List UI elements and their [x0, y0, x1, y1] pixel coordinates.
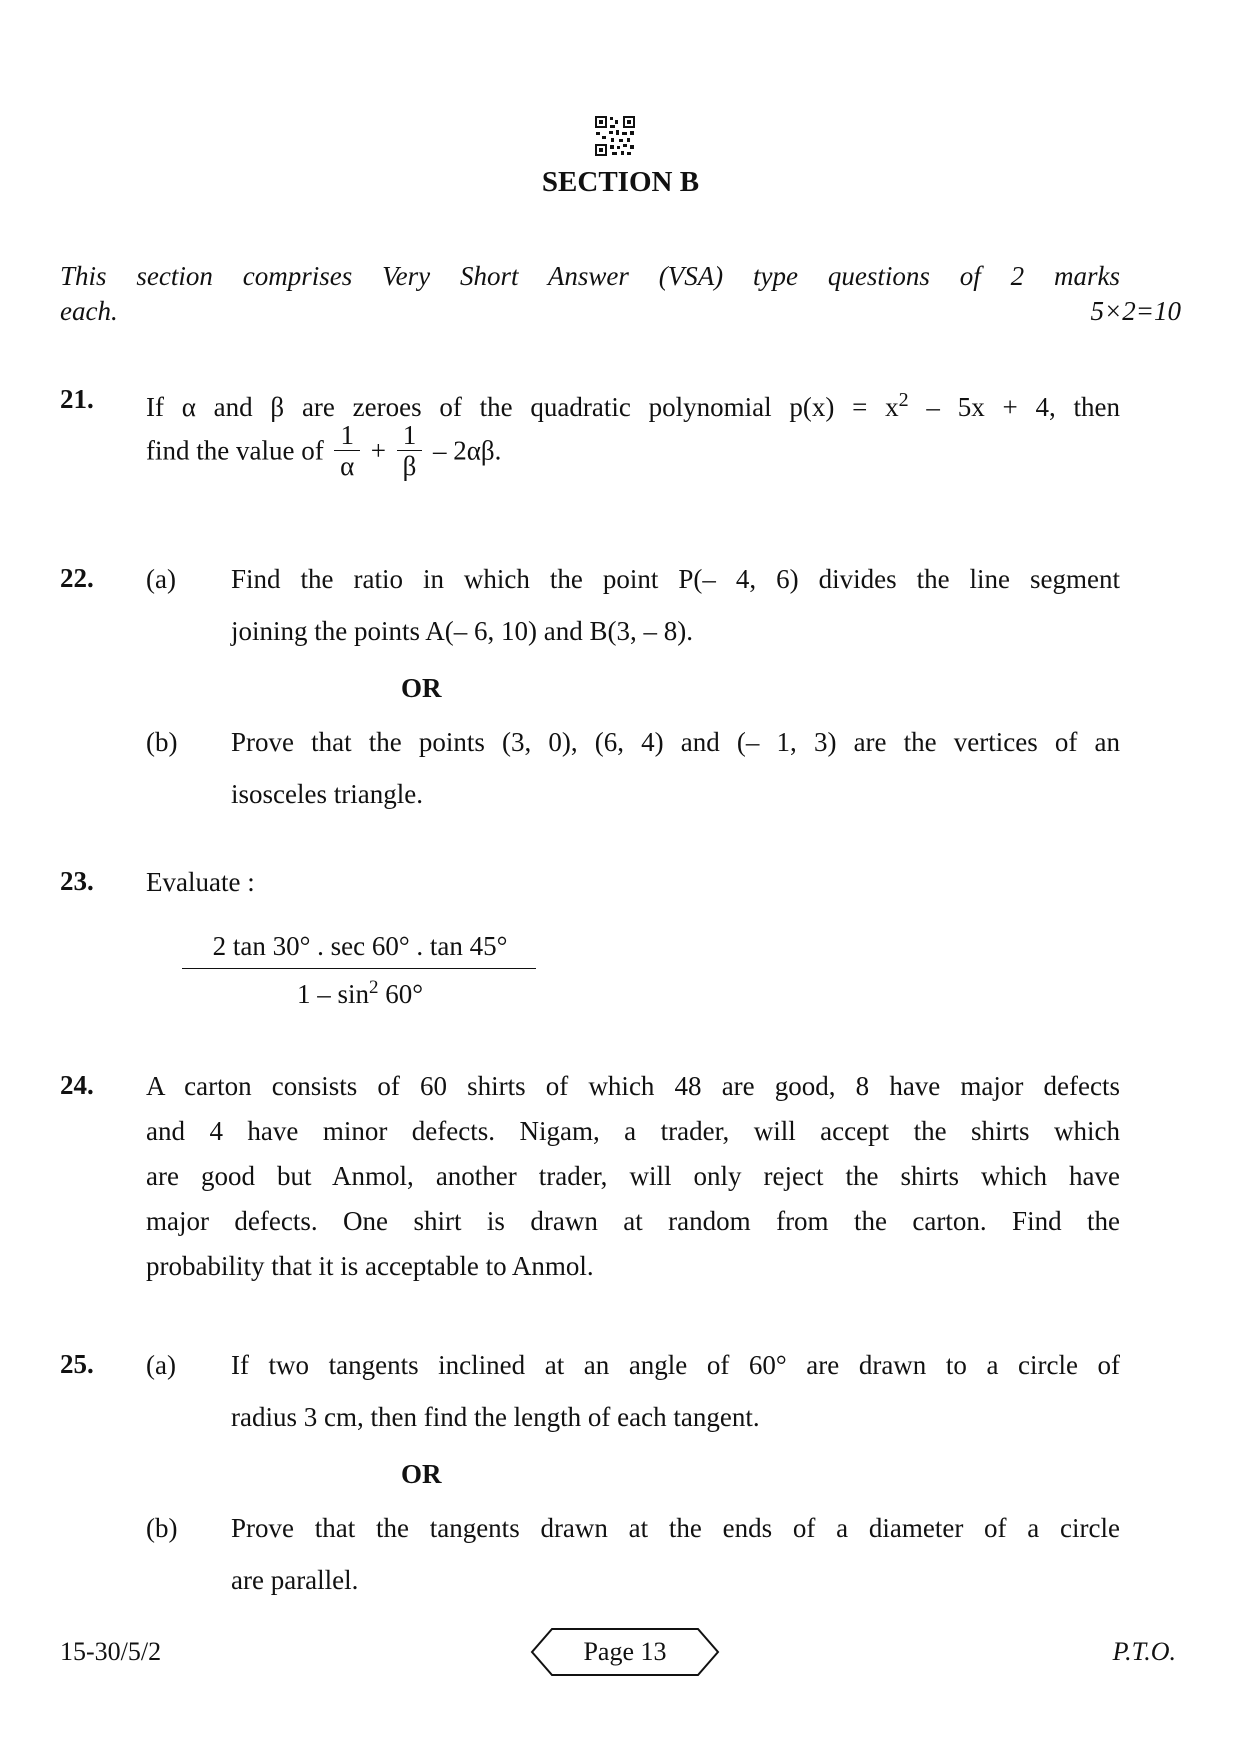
q23-numerator: 2 tan 30° . sec 60° . tan 45°	[212, 931, 508, 961]
q25-part-a-line1: If two tangents inclined at an angle of 60° are drawn to a circle of	[231, 1350, 1120, 1380]
q25-or: OR	[401, 1459, 442, 1489]
q22-part-a-line2: joining the points A(– 6, 10) and B(3, – 8).	[231, 616, 693, 646]
q24-line: are good but Anmol, another trader, will only reject the shirts which have	[146, 1161, 1120, 1191]
fraction-numerator: 1	[334, 420, 360, 451]
q24-line: probability that it is acceptable to Anmol.	[146, 1251, 594, 1281]
question-number-25: 25.	[60, 1349, 94, 1379]
footer-page-number: Page 13	[583, 1637, 667, 1666]
section-marks: 5×2=10	[1090, 296, 1181, 326]
q22-part-a-line1: Find the ratio in which the point P(– 4, 6) divides the line segment	[231, 564, 1120, 594]
q25-part-a-line2: radius 3 cm, then find the length of each tangent.	[231, 1402, 760, 1432]
q22-or: OR	[401, 673, 442, 703]
section-title: SECTION B	[541, 166, 700, 198]
fraction-one-over-beta	[397, 420, 423, 481]
q22-part-b-line1: Prove that the points (3, 0), (6, 4) and (– 1, 3) are the vertices of an	[231, 727, 1120, 757]
q22-part-b-line2: isosceles triangle.	[231, 779, 423, 809]
q21-find-text: find the value of	[146, 435, 324, 466]
question-21-line2	[146, 420, 501, 481]
q21-text-pre: If α and β are zeroes of the quadratic polynomial p(x) = x	[146, 392, 899, 422]
question-number-21: 21.	[60, 384, 94, 414]
q25-part-b-line2: are parallel.	[231, 1565, 359, 1595]
q23-den-post: 60°	[378, 979, 424, 1009]
q23-fraction-bar	[182, 968, 536, 969]
q25-part-b-line1: Prove that the tangents drawn at the ends of a diameter of a circle	[231, 1513, 1120, 1543]
q25-part-a-label: (a)	[146, 1350, 176, 1380]
q23-den-exponent: 2	[368, 977, 379, 998]
fraction-denominator: α	[340, 451, 355, 481]
q21-text-post: – 5x + 4, then	[908, 392, 1120, 422]
q23-text: Evaluate :	[146, 867, 255, 897]
q24-line: A carton consists of 60 shirts of which 48 are good, 8 have major defects	[146, 1071, 1120, 1101]
section-intro: This section comprises Very Short Answer (VSA) type questions of 2 marks	[60, 261, 1120, 291]
question-number-22: 22.	[60, 563, 94, 593]
q22-part-b-label: (b)	[146, 727, 178, 757]
footer-paper-code: 15-30/5/2	[60, 1637, 162, 1666]
qr-code	[594, 115, 636, 157]
fraction-one-over-alpha	[334, 420, 360, 481]
question-number-23: 23.	[60, 866, 94, 896]
q21-exponent: 2	[898, 389, 909, 411]
question-number-24: 24.	[60, 1070, 94, 1100]
q21-tail-text: – 2αβ.	[432, 435, 502, 466]
fraction-denominator: β	[402, 451, 417, 481]
section-intro-continued: each.	[60, 296, 118, 326]
q24-line: and 4 have minor defects. Nigam, a trader, will accept the shirts which	[146, 1116, 1120, 1146]
fraction-numerator: 1	[397, 420, 423, 451]
footer-pto: P.T.O.	[1112, 1637, 1176, 1666]
q22-part-a-label: (a)	[146, 564, 176, 594]
q25-part-b-label: (b)	[146, 1513, 178, 1543]
question-21-line1	[146, 382, 1120, 425]
q23-den-pre: 1 – sin	[296, 979, 369, 1009]
q23-denominator	[180, 970, 540, 1012]
q24-line: major defects. One shirt is drawn at random from the carton. Find the	[146, 1206, 1120, 1236]
plus-sign: +	[370, 435, 386, 466]
